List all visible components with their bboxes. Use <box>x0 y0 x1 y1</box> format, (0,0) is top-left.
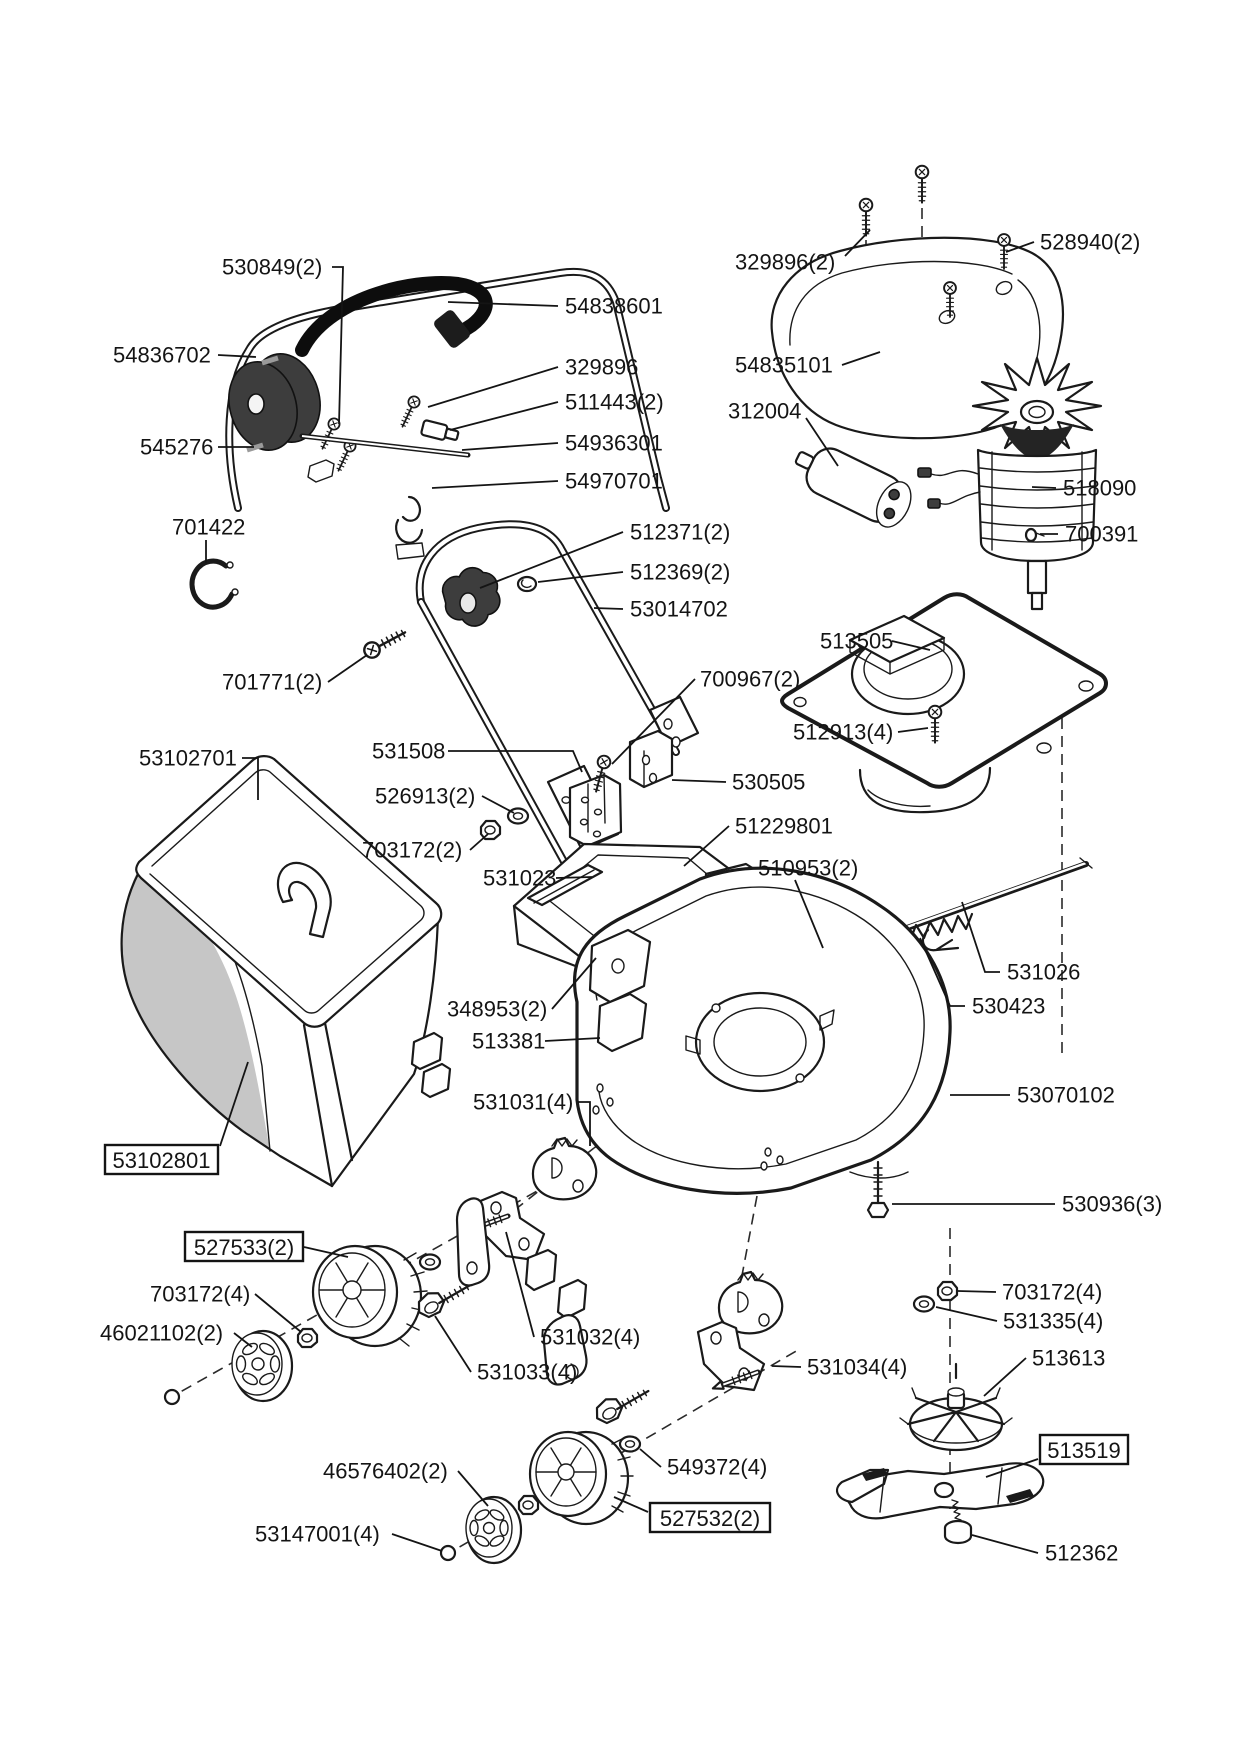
part-label-group <box>450 390 664 431</box>
leader-line <box>1032 487 1056 488</box>
part-label: 518090 <box>1063 475 1137 501</box>
part-label-group <box>432 469 663 494</box>
part-label: 54936301 <box>565 430 663 456</box>
adjuster-cam-icon <box>533 1138 596 1199</box>
leader-line <box>432 481 558 488</box>
part-label: 512369(2) <box>630 559 731 585</box>
rod-clip <box>923 930 958 950</box>
part-label: 530505 <box>732 769 806 795</box>
switch-rod <box>302 436 468 482</box>
wheel-nut-icon <box>519 1496 538 1514</box>
part-label-group <box>185 1232 348 1261</box>
cover-screw-icon <box>916 166 929 203</box>
part-label: 549372(4) <box>667 1454 768 1480</box>
part-label: 348953(2) <box>447 996 548 1022</box>
leader-line <box>470 834 488 850</box>
part-label-group <box>892 1192 1162 1217</box>
rear-hubcap <box>466 1497 521 1563</box>
front-wheel <box>313 1246 427 1346</box>
part-label: 703172(4) <box>1002 1279 1103 1305</box>
deck-nut-icon <box>938 1282 957 1300</box>
part-label: 531335(4) <box>1003 1308 1104 1334</box>
leader-line <box>435 1316 471 1372</box>
part-label: 511443(2) <box>565 389 664 415</box>
axle-ball-icon <box>441 1546 455 1560</box>
part-label: 512362 <box>1045 1540 1119 1566</box>
cover-screw-icon <box>860 199 873 236</box>
part-label: 329896(2) <box>735 249 836 275</box>
lock-nut-icon <box>481 821 500 839</box>
leader-line <box>962 902 1000 972</box>
part-label: 530936(3) <box>1062 1191 1163 1217</box>
leader-line <box>936 1307 997 1321</box>
part-label: 531508 <box>372 738 446 764</box>
leader-line <box>218 355 256 357</box>
part-label: 701422 <box>172 514 246 540</box>
cable-connector <box>421 420 460 443</box>
part-label: 545276 <box>140 434 214 460</box>
axle-washer-icon <box>420 1255 440 1270</box>
part-label: 513613 <box>1032 1345 1106 1371</box>
part-label: 54836702 <box>113 342 211 368</box>
part-label: 527533(2) <box>193 1235 295 1260</box>
part-label: 531023 <box>483 865 557 891</box>
c-clip <box>192 561 238 607</box>
part-label: 53147001(4) <box>255 1521 380 1547</box>
part-label-group <box>375 784 514 814</box>
part-label: 531026 <box>1007 959 1081 985</box>
part-label: 531034(4) <box>807 1354 908 1380</box>
part-label: 530423 <box>972 993 1046 1019</box>
part-label-group <box>462 431 663 456</box>
part-label-group <box>950 1083 1115 1108</box>
part-label-group <box>255 1522 442 1552</box>
handle-knob <box>437 562 506 632</box>
part-label-group <box>972 1535 1118 1566</box>
motor-mount-plate <box>782 594 1106 812</box>
leader-line <box>392 1534 442 1551</box>
part-label: 53102801 <box>112 1148 211 1173</box>
part-label-group <box>222 655 367 695</box>
part-label: 513519 <box>1047 1438 1121 1463</box>
curved-washer <box>518 577 536 591</box>
leader-line <box>458 1471 488 1506</box>
part-label-group <box>984 1346 1105 1397</box>
part-label-group <box>362 834 488 863</box>
mower-blade <box>837 1463 1043 1518</box>
leader-line <box>594 608 623 609</box>
hex-bolt-icon <box>591 1379 652 1427</box>
leader-line <box>640 1449 661 1467</box>
part-label-group <box>473 1090 590 1147</box>
leader-line <box>448 302 558 306</box>
part-label: 700391 <box>1065 521 1139 547</box>
part-label: 530849(2) <box>222 254 323 280</box>
part-label: 703172(2) <box>362 837 463 863</box>
part-label: 329896 <box>565 354 639 380</box>
deck-washer-icon <box>914 1297 934 1312</box>
leader-line <box>556 877 592 878</box>
part-label: 531033(4) <box>477 1359 578 1385</box>
grass-catcher <box>122 756 442 1186</box>
part-label: 701771(2) <box>222 669 323 695</box>
part-label-group <box>172 515 245 564</box>
impeller-fan <box>900 1364 1012 1450</box>
foam-grip <box>219 346 330 459</box>
part-label: 53102701 <box>139 745 237 771</box>
part-label-group <box>323 1459 488 1507</box>
part-label: 54838601 <box>565 293 663 319</box>
part-label: 513381 <box>472 1028 546 1054</box>
capacitor <box>787 436 918 533</box>
part-label-group <box>772 1355 907 1380</box>
part-label: 526913(2) <box>375 783 476 809</box>
part-label: 700967(2) <box>700 666 801 692</box>
part-label: 528940(2) <box>1040 229 1141 255</box>
leader-line <box>482 796 514 813</box>
part-label: 54835101 <box>735 352 833 378</box>
axle-ball-icon <box>165 1390 179 1404</box>
part-label-group <box>113 343 256 368</box>
part-label-group <box>372 739 582 773</box>
part-label-group <box>936 1307 1103 1334</box>
part-label: 512371(2) <box>630 519 731 545</box>
part-label: 312004 <box>728 398 802 424</box>
part-label: 531032(4) <box>540 1324 641 1350</box>
part-label: 53070102 <box>1017 1082 1115 1108</box>
part-label: 46021102(2) <box>100 1320 224 1346</box>
handle-clamp-block <box>570 775 621 846</box>
part-label: 703172(4) <box>150 1281 251 1307</box>
part-label-group <box>614 1497 770 1532</box>
part-label: 512913(4) <box>793 719 894 745</box>
leader-line <box>332 267 343 424</box>
leader-line <box>462 443 558 450</box>
part-label: 513505 <box>820 628 894 654</box>
leader-line <box>328 655 367 682</box>
part-label: 510953(2) <box>758 855 859 881</box>
part-label-group <box>594 597 728 622</box>
rear-wheel <box>530 1432 633 1524</box>
carriage-bolt-icon <box>362 626 409 661</box>
part-label: 54970701 <box>565 468 663 494</box>
part-label: 531031(4) <box>473 1089 574 1115</box>
front-hubcap <box>232 1331 292 1401</box>
part-label-group <box>100 1321 252 1348</box>
cable-hook <box>396 497 424 559</box>
mower-deck <box>575 868 951 1217</box>
leader-line <box>984 1358 1026 1396</box>
leader-line <box>428 367 558 407</box>
leader-line <box>450 402 558 430</box>
leader-line <box>672 780 726 782</box>
part-label: 46576402(2) <box>323 1458 448 1484</box>
part-label-group <box>140 435 254 460</box>
cable-screw-icon <box>397 395 421 429</box>
part-label-group <box>672 770 805 795</box>
part-label-group <box>640 1449 767 1480</box>
leader-line <box>255 1294 301 1332</box>
leader-line <box>772 1366 801 1367</box>
part-label: 527532(2) <box>659 1506 761 1531</box>
leader-line <box>972 1535 1038 1553</box>
part-label-group <box>958 1280 1102 1305</box>
leader-line <box>958 1291 996 1292</box>
part-label: 53014702 <box>630 596 728 622</box>
handle-screw-icon <box>317 417 341 451</box>
deck-bolt <box>868 1162 888 1217</box>
height-adjuster-front <box>412 1033 596 1321</box>
part-label: 51229801 <box>735 813 833 839</box>
